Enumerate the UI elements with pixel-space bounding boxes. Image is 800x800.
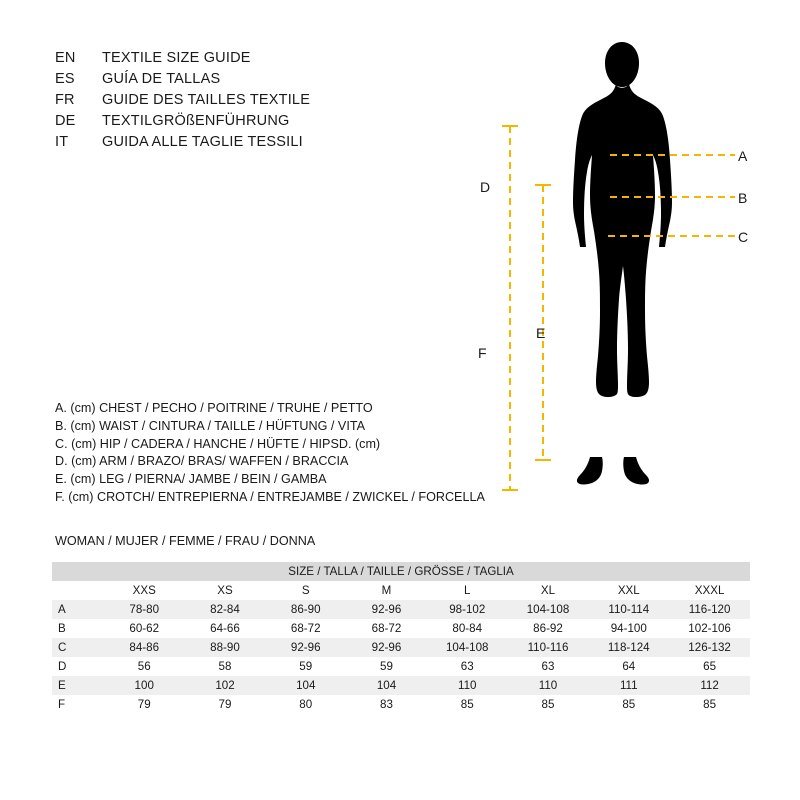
title-row-en	[55, 50, 475, 71]
cell-b-xs: 64-66	[210, 622, 240, 635]
label-d: D	[480, 179, 491, 195]
label-e: E	[536, 325, 546, 341]
row-key-d: D	[58, 660, 67, 673]
col-head-l: L	[464, 584, 471, 597]
table-row	[52, 619, 750, 638]
title-lang-de: DE	[55, 113, 76, 129]
legend-line-f: F. (cm) CROTCH/ ENTREPIERNA / ENTREJAMBE / ZWICKEL / FORCELLA	[55, 489, 485, 504]
female-silhouette-shape	[573, 42, 672, 485]
table-row	[52, 600, 750, 619]
cell-b-s: 68-72	[290, 622, 321, 635]
cell-d-l: 63	[460, 660, 474, 673]
cell-e-xs: 102	[215, 679, 235, 692]
legend-line-c: C. (cm) HIP / CADERA / HANCHE / HÜFTE / HIPSD. (cm)	[55, 436, 381, 451]
cell-a-xxl: 110-114	[608, 603, 650, 616]
col-head-xxxl: XXXL	[694, 584, 725, 597]
cell-f-xxl: 85	[622, 698, 636, 711]
label-c: C	[738, 229, 749, 245]
cell-a-m: 92-96	[371, 603, 402, 616]
cell-e-xxs: 100	[134, 679, 154, 692]
cell-e-l: 110	[458, 679, 477, 692]
table-row	[52, 695, 750, 714]
col-head-xl: XL	[540, 584, 556, 597]
title-text-it: GUIDA ALLE TAGLIE TESSILI	[102, 134, 303, 150]
col-head-xxs: XXS	[132, 584, 156, 597]
cell-a-xxs: 78-80	[129, 603, 160, 616]
body-diagram	[450, 20, 780, 520]
title-row-fr	[55, 92, 475, 113]
title-lang-fr: FR	[55, 92, 75, 108]
row-key-a: A	[58, 603, 66, 616]
cell-a-xl: 104-108	[526, 603, 570, 616]
cell-b-m: 68-72	[371, 622, 402, 635]
cell-c-xxl: 118-124	[607, 641, 650, 654]
row-key-b: B	[58, 622, 66, 635]
legend-line-a: A. (cm) CHEST / PECHO / POITRINE / TRUHE / PETTO	[55, 401, 373, 415]
cell-e-xxl: 111	[619, 679, 638, 692]
cell-b-xxs: 60-62	[129, 622, 160, 635]
cell-d-xxs: 56	[137, 660, 151, 673]
table-row	[52, 657, 750, 676]
cell-b-xl: 86-92	[533, 622, 563, 635]
cell-c-l: 104-108	[445, 641, 489, 654]
row-key-f: F	[58, 698, 66, 711]
col-head-blank	[52, 581, 104, 600]
label-f: F	[478, 345, 487, 361]
cell-d-xxl: 64	[622, 660, 636, 673]
bracket-d	[502, 126, 518, 490]
cell-b-l: 80-84	[452, 622, 483, 635]
legend-line-d: D. (cm) ARM / BRAZO/ BRAS/ WAFFEN / BRACCIA	[55, 454, 349, 469]
title-row-es	[55, 71, 475, 92]
cell-d-xs: 58	[218, 660, 232, 673]
row-key-e: E	[58, 679, 66, 692]
cell-f-xs: 79	[218, 698, 232, 711]
cell-e-s: 104	[296, 679, 316, 692]
label-a: A	[738, 148, 748, 164]
table-title: SIZE / TALLA / TAILLE / GRÖSSE / TAGLIA	[52, 562, 750, 581]
cell-e-xxxl: 112	[700, 679, 719, 692]
title-text-en: TEXTILE SIZE GUIDE	[102, 50, 251, 66]
cell-b-xxl: 94-100	[610, 622, 647, 635]
col-head-xs: XS	[217, 584, 233, 597]
cell-d-xl: 63	[541, 660, 555, 673]
cell-f-l: 85	[460, 698, 474, 711]
title-block	[55, 50, 475, 155]
cell-e-xl: 110	[538, 679, 558, 692]
cell-f-xxxl: 85	[703, 698, 717, 711]
cell-c-s: 92-96	[290, 641, 321, 654]
bracket-e	[535, 185, 551, 460]
title-lang-en: EN	[55, 50, 76, 66]
title-lang-es: ES	[55, 71, 75, 87]
title-text-de: TEXTILGRÖßENFÜHRUNG	[102, 113, 290, 129]
label-b: B	[738, 190, 748, 206]
table-header-title-row	[52, 562, 750, 581]
row-key-c: C	[58, 641, 67, 654]
cell-d-m: 59	[380, 660, 393, 673]
title-row-de	[55, 113, 475, 134]
cell-f-s: 80	[299, 698, 313, 711]
cell-a-l: 98-102	[449, 603, 486, 616]
legend-line-b: B. (cm) WAIST / CINTURA / TAILLE / HÜFTUNG / VITA	[55, 418, 365, 433]
cell-c-xxs: 84-86	[129, 641, 160, 654]
col-head-m: M	[381, 584, 392, 597]
cell-a-xs: 82-84	[210, 603, 240, 616]
legend-line-e: E. (cm) LEG / PIERNA/ JAMBE / BEIN / GAMBA	[55, 472, 327, 487]
size-table	[52, 562, 750, 714]
table-column-header-row	[52, 581, 750, 600]
cell-f-m: 83	[380, 698, 393, 711]
cell-d-xxxl: 65	[703, 660, 717, 673]
table-row	[52, 638, 750, 657]
cell-a-s: 86-90	[290, 603, 321, 616]
cell-b-xxxl: 102-106	[688, 622, 731, 635]
cell-c-xl: 110-116	[527, 641, 569, 654]
cell-c-m: 92-96	[371, 641, 402, 654]
table-row	[52, 676, 750, 695]
title-text-fr: GUIDE DES TAILLES TEXTILE	[102, 92, 311, 108]
title-lang-it: IT	[55, 134, 69, 150]
title-row-it	[55, 134, 475, 155]
col-head-s: S	[301, 584, 310, 597]
cell-f-xxs: 79	[137, 698, 151, 711]
cell-c-xxxl: 126-132	[688, 641, 731, 654]
cell-d-s: 59	[299, 660, 313, 673]
cell-c-xs: 88-90	[210, 641, 240, 654]
cell-e-m: 104	[376, 679, 397, 692]
title-text-es: GUÍA DE TALLAS	[102, 71, 221, 87]
col-head-xxl: XXL	[617, 584, 640, 597]
cell-f-xl: 85	[541, 698, 555, 711]
gender-label: WOMAN / MUJER / FEMME / FRAU / DONNA	[55, 534, 316, 548]
cell-a-xxxl: 116-120	[688, 603, 731, 616]
